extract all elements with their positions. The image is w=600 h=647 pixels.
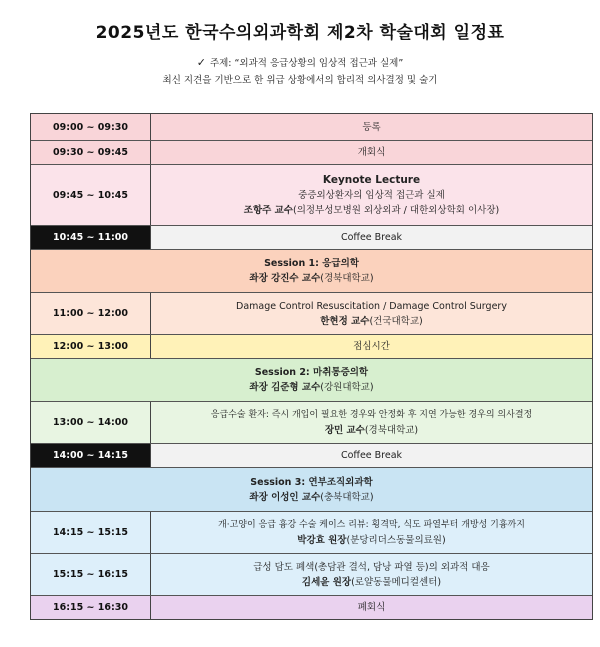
event-cell: 개회식 bbox=[151, 141, 592, 164]
session-3-header bbox=[31, 467, 592, 511]
event-cell bbox=[151, 512, 592, 553]
schedule-row-talk-4 bbox=[31, 553, 592, 595]
event-cell bbox=[151, 554, 592, 595]
time-cell: 10:45 ~ 11:00 bbox=[31, 226, 151, 249]
time-cell: 09:30 ~ 09:45 bbox=[31, 141, 151, 164]
time-cell: 13:00 ~ 14:00 bbox=[31, 402, 151, 443]
talk-topic: Damage Control Resuscitation / Damage Control Surgery bbox=[236, 300, 507, 312]
time-cell: 11:00 ~ 12:00 bbox=[31, 293, 151, 334]
time-cell: 14:15 ~ 15:15 bbox=[31, 512, 151, 553]
time-cell: 09:00 ~ 09:30 bbox=[31, 114, 151, 140]
session-title: Session 2: 마취통증의학 bbox=[254, 367, 369, 378]
talk-topic: 급성 담도 폐색(총담관 결석, 담낭 파열 등)의 외과적 대응 bbox=[253, 561, 490, 573]
time-cell: 09:45 ~ 10:45 bbox=[31, 165, 151, 225]
schedule-row-keynote bbox=[31, 164, 592, 225]
keynote-topic: 중증외상환자의 임상적 접근과 실제 bbox=[298, 189, 445, 201]
schedule-row-break-2 bbox=[31, 443, 592, 467]
event-cell bbox=[151, 293, 592, 334]
time-cell: 15:15 ~ 16:15 bbox=[31, 554, 151, 595]
schedule-row-talk-2 bbox=[31, 401, 592, 443]
schedule-row-closing bbox=[31, 595, 592, 619]
event-cell bbox=[151, 165, 592, 225]
page-title: 2025년도 한국수의외과학회 제2차 학술대회 일정표 bbox=[95, 23, 505, 43]
session-1-header bbox=[31, 249, 592, 292]
time-cell: 14:00 ~ 14:15 bbox=[31, 444, 151, 467]
time-cell: 12:00 ~ 13:00 bbox=[31, 335, 151, 358]
event-cell bbox=[151, 402, 592, 443]
subtitle: 최신 지견을 기반으로 한 위급 상황에서의 합리적 의사결정 및 술기 bbox=[162, 75, 438, 86]
session-2-header bbox=[31, 358, 592, 401]
talk-speaker: 김세윤 원장(로얄동물메디컬센터) bbox=[301, 576, 442, 588]
event-cell: 폐회식 bbox=[151, 596, 592, 619]
schedule-row-break-1 bbox=[31, 225, 592, 249]
event-cell: 등록 bbox=[151, 114, 592, 140]
session-chair: 좌장 강진수 교수(경북대학교) bbox=[249, 273, 374, 284]
time-cell: 16:15 ~ 16:30 bbox=[31, 596, 151, 619]
keynote-heading: Keynote Lecture bbox=[322, 173, 421, 186]
event-cell: Coffee Break bbox=[151, 226, 592, 249]
schedule-row-talk-1 bbox=[31, 292, 592, 334]
schedule-row-opening bbox=[31, 140, 592, 164]
check-icon: ✓ bbox=[196, 56, 206, 69]
talk-speaker: 한현정 교수(건국대학교) bbox=[320, 315, 423, 327]
talk-speaker: 장민 교수(경북대학교) bbox=[324, 424, 419, 436]
session-title: Session 1: 응급의학 bbox=[264, 258, 359, 269]
event-cell: Coffee Break bbox=[151, 444, 592, 467]
keynote-speaker: 조항주 교수(의정부성모병원 외상외과 / 대한외상학회 이사장) bbox=[243, 204, 500, 216]
schedule-row-registration bbox=[31, 114, 592, 140]
event-cell: 점심시간 bbox=[151, 335, 592, 358]
talk-speaker: 박강효 원장(분당리더스동물의료원) bbox=[297, 534, 446, 546]
session-chair: 좌장 이성인 교수(충북대학교) bbox=[249, 491, 374, 503]
talk-topic: 개·고양이 응급 흉강 수술 케이스 리뷰: 횡격막, 식도 파열부터 개방성 기흉까지 bbox=[218, 519, 525, 530]
session-title: Session 3: 연부조직외과학 bbox=[250, 476, 373, 488]
theme-line bbox=[0, 55, 600, 69]
talk-topic: 응급수술 환자: 즉시 개입이 필요한 경우와 안정화 후 지연 가능한 경우의 의사결정 bbox=[210, 409, 533, 420]
schedule-row-talk-3 bbox=[31, 511, 592, 553]
schedule-table bbox=[30, 113, 593, 620]
session-chair: 좌장 김준형 교수(강원대학교) bbox=[249, 382, 374, 393]
schedule-row-lunch bbox=[31, 334, 592, 358]
theme-text: 주제: “외과적 응급상황의 임상적 접근과 실제” bbox=[209, 58, 404, 69]
